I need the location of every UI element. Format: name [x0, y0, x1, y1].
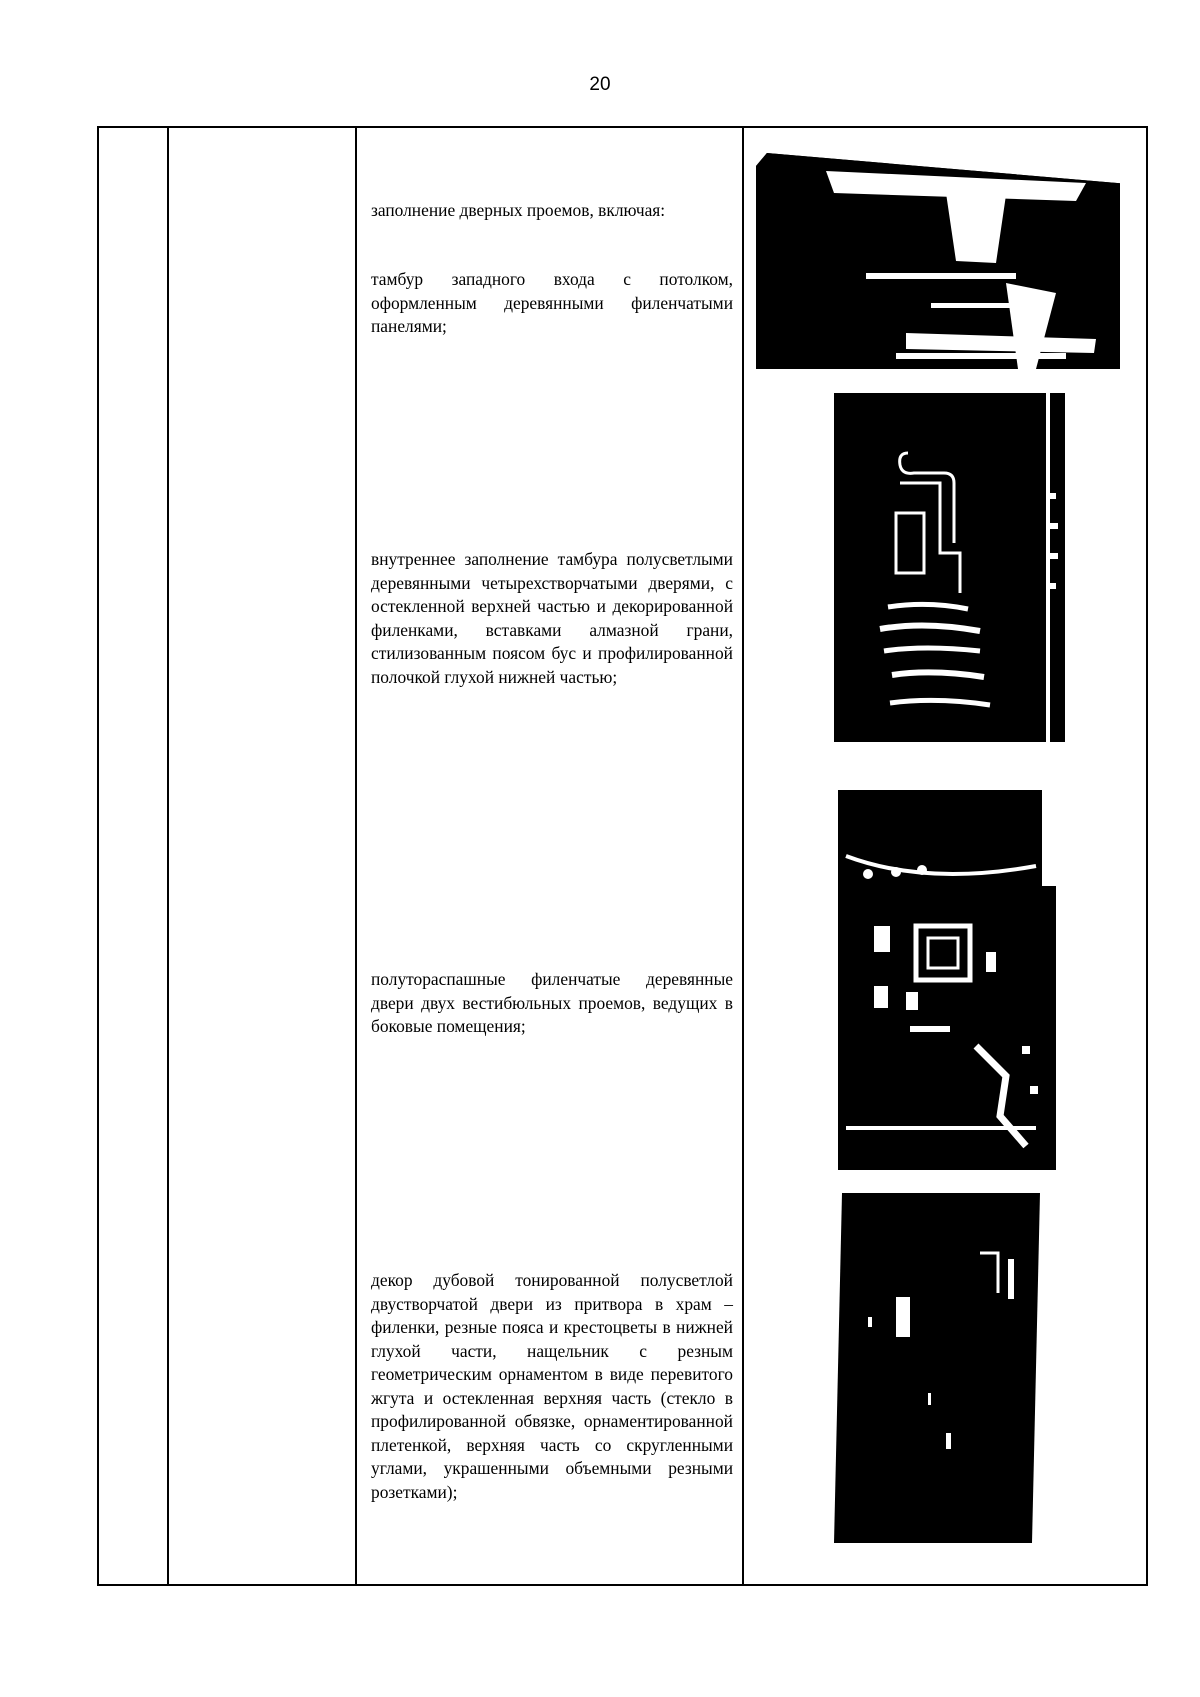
photo-tambour-door-icon — [820, 393, 1065, 742]
column-divider — [742, 128, 744, 1584]
entry-west-tambour: тамбур западного входа с потолком, оформленным деревянными филенчатыми панелями; — [371, 269, 733, 336]
entry-door-openings: заполнение дверных проемов, включая: — [371, 200, 666, 220]
column-divider — [355, 128, 357, 1584]
entry-oak-door: декор дубовой тонированной полусветлой двустворчатой двери из притвора в храм – филенки, резные пояса и крестоцветы в нижней глухой части, нащельник с резным геометрическим орнаментом в виде перевитого жгута и остекленная верхняя часть (стекло в профилированной обвязке, орнаментированной плетенкой, верхняя часть со скругленными углами, украшенными объемными резными розетками); — [371, 1270, 733, 1502]
entry-vestibule-doors: полутораспашные филенчатые деревянные двери двух вестибюльных проемов, ведущих в боковые помещения; — [371, 969, 733, 1036]
photo-oak-door-icon — [828, 1193, 1057, 1543]
page-number: 20 — [589, 74, 611, 95]
entry-tambour-doors: внутреннее заполнение тамбура полусветлыми деревянными четырехстворчатыми дверями, с остекленной верхней частью и декорированной филенками, вставками алмазной грани, стилизованным поясом бус и профилированной полочкой глухой нижней частью; — [371, 549, 733, 687]
photo-ceiling-icon — [756, 153, 1120, 369]
column-divider — [167, 128, 169, 1584]
photo-vestibule-icon — [826, 766, 1056, 1170]
